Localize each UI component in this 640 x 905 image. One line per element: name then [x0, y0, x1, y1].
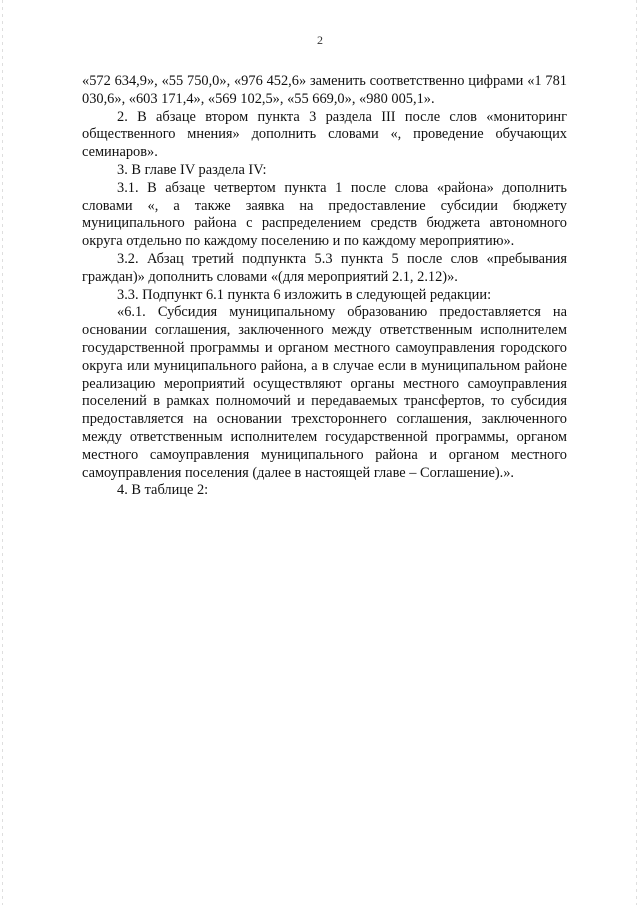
paragraph-3: 3. В главе IV раздела IV: — [117, 161, 267, 178]
page-number: 2 — [317, 33, 323, 47]
scan-edge-left — [2, 0, 3, 905]
paragraph-2: 2. В абзаце втором пункта 3 раздела III после слов «мониторинг общественного мнения» дополнить словами «, проведение обучающих семинаров». — [82, 108, 567, 161]
paragraph-6: 3.3. Подпункт 6.1 пункта 6 изложить в следующей редакции: — [117, 286, 492, 303]
paragraph-8: 4. В таблице 2: — [117, 482, 209, 499]
paragraph-5: 3.2. Абзац третий подпункта 5.3 пункта 5 после слов «пребывания граждан)» дополнить словами «(для мероприятий 2.1, 2.12)». — [82, 250, 567, 285]
paragraph-1: «572 634,9», «55 750,0», «976 452,6» заменить соответственно цифрами «1 781 030,6», «603 171,4», «569 102,5», «55 669,0», «980 005,1». — [82, 73, 567, 107]
paragraph-4: 3.1. В абзаце четвертом пункта 1 после слова «района» дополнить словами «, а также заявка на предоставление субсидии бюджету муниципального района с распределением средств бюджета автономного округа отдельно по каждому поселению и по каждому мероприятию». — [82, 179, 567, 250]
paragraph-7: «6.1. Субсидия муниципальному образованию предоставляется на основании соглашения, заключенного между ответственным исполнителем государственной программы и органом местного самоуправления городского округа или муниципального района, а в случае если в муниципальном районе реализацию мероприятий осуществляют органы местного самоуправления поселений в рамках полномочий и передаваемых трансфертов, то субсидия предоставляется на основании трехстороннего соглашения, заключенного между ответственным исполнителем государственной программы, органом местного самоуправления муниципального района и органом местного самоуправления поселения (далее в настоящей главе – Соглашение).». — [82, 304, 567, 481]
document-body — [82, 73, 567, 500]
scan-edge-right — [636, 0, 637, 905]
